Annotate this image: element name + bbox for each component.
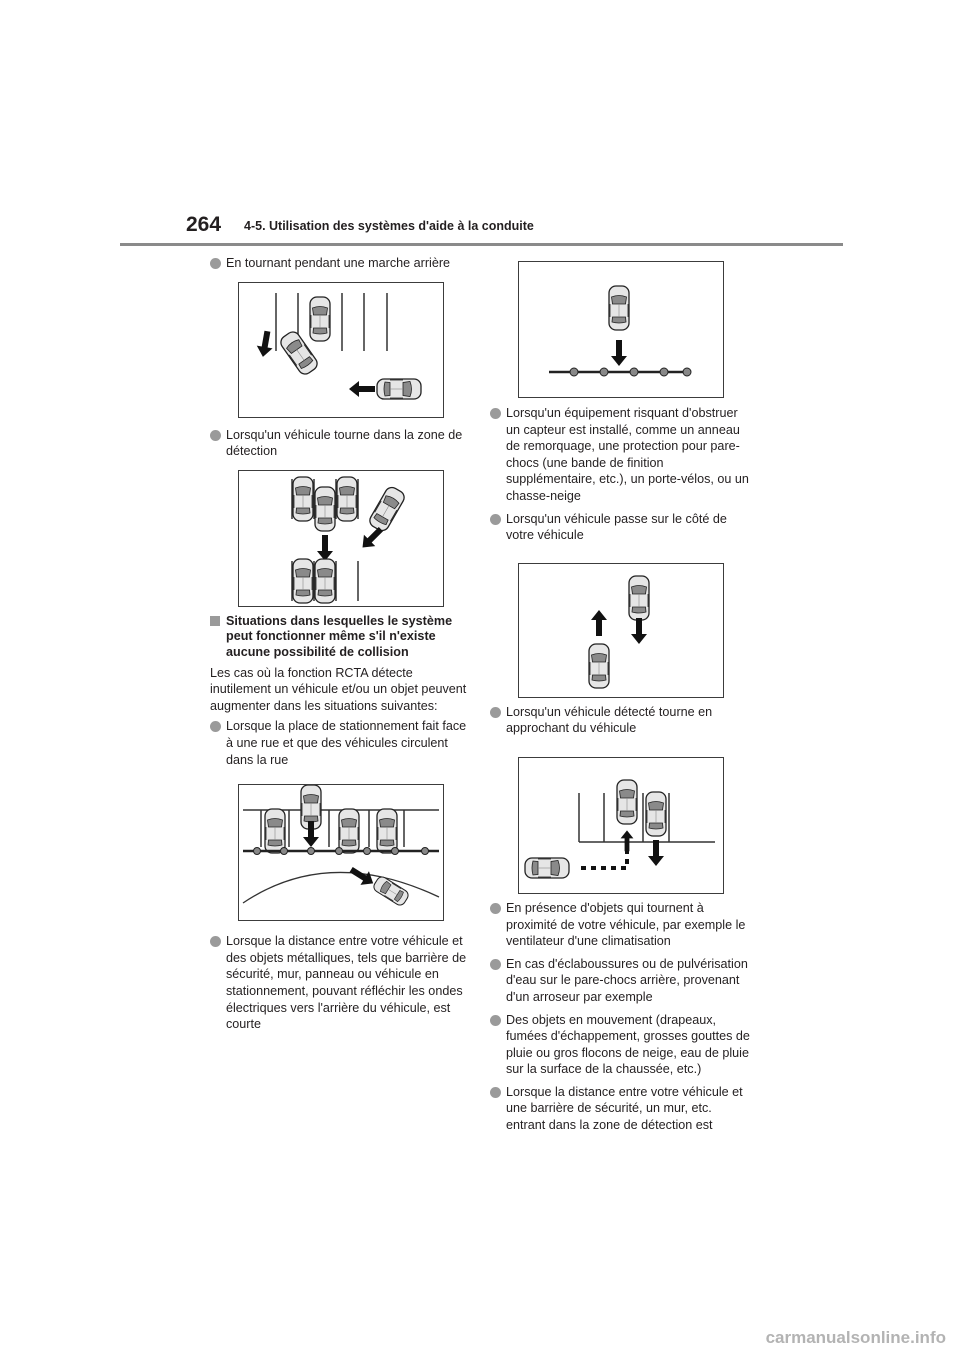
bullet-text: Lorsqu'un véhicule détecté tourne en approchant du véhicule — [506, 704, 713, 736]
sensor-dot — [660, 368, 668, 376]
figure-passing-side — [518, 563, 724, 698]
figure-equipment — [518, 261, 724, 398]
car-icon — [339, 809, 359, 853]
bullet-dot-icon — [210, 936, 221, 947]
intro-paragraph: Les cas où la fonction RCTA détecte inutilement un véhicule et/ou un objet peuvent augmenter dans les situations suivantes: — [210, 665, 467, 713]
page-number: 264 — [186, 213, 222, 236]
sensor-dot — [630, 368, 638, 376]
arrow-icon — [349, 381, 375, 397]
bullet-moving-objects — [490, 1012, 752, 1078]
arrow-icon — [591, 610, 607, 636]
bullet-text: Des objets en mouvement (drapeaux, fumées d'échappement, grosses gouttes de pluie ou gros flocons de neige, eau de pluie sur la surface de la chaussée, etc.) — [506, 1012, 750, 1077]
car-icon — [293, 477, 313, 521]
bullet-dot-icon — [490, 1015, 501, 1026]
figure-turning-reverse — [238, 282, 444, 418]
bullet-text: Lorsqu'un véhicule passe sur le côté de votre véhicule — [506, 511, 727, 543]
car-icon — [646, 792, 666, 836]
car-icon — [315, 487, 335, 531]
bullet-water-splash — [490, 956, 752, 1006]
bullet-equipment — [490, 405, 752, 505]
sensor-dot — [336, 848, 343, 855]
right-column — [490, 255, 752, 1134]
heading-text: Situations dans lesquelles le système peut fonctionner même s'il n'existe aucune possibilité de collision — [226, 613, 453, 659]
section-title: 4-5. Utilisation des systèmes d'aide à la conduite — [244, 219, 534, 233]
sensor-dot — [683, 368, 691, 376]
arrow-icon — [621, 830, 634, 851]
bullet-text: Lorsqu'un véhicule tourne dans la zone de détection — [226, 427, 463, 459]
bullet-text: En présence d'objets qui tournent à proximité de votre véhicule, par exemple le ventilateur d'une climatisation — [506, 900, 746, 949]
figure-facing-street — [238, 784, 444, 921]
car-icon — [377, 379, 421, 399]
car-icon — [337, 477, 357, 521]
figure-vehicle-turning — [238, 470, 444, 607]
bullet-dot-icon — [210, 430, 221, 441]
arrow-icon — [648, 840, 664, 866]
bullet-dot-icon — [490, 514, 501, 525]
bullet-detected-turning — [490, 704, 752, 737]
bullet-dot-icon — [490, 903, 501, 914]
sensor-dot — [422, 848, 429, 855]
sensor-dot — [570, 368, 578, 376]
sensor-dot — [392, 848, 399, 855]
car-icon — [377, 809, 397, 853]
bullet-dot-icon — [490, 959, 501, 970]
bullet-dot-icon — [210, 721, 221, 732]
car-icon — [265, 809, 285, 853]
car-icon — [525, 858, 569, 878]
arrow-icon — [255, 329, 275, 357]
bullet-text: En tournant pendant une marche arrière — [226, 256, 451, 270]
watermark: carmanualsonline.info — [765, 1328, 946, 1347]
car-icon — [310, 297, 330, 341]
arrow-icon — [347, 863, 378, 890]
bullet-vehicle-turning — [210, 427, 472, 460]
car-icon — [315, 559, 335, 603]
bullet-dot-icon — [490, 1087, 501, 1098]
arrow-icon — [631, 618, 647, 644]
bullet-text: Lorsque la distance entre votre véhicule et une barrière de sécurité, un mur, etc. entrant dans la zone de détection est — [506, 1084, 743, 1133]
left-column — [210, 255, 472, 1033]
car-icon — [293, 559, 313, 603]
sensor-dot — [600, 368, 608, 376]
bullet-text: Lorsque la place de stationnement fait face à une rue et que des véhicules circulent dans la rue — [226, 719, 467, 767]
sensor-dot — [281, 848, 288, 855]
sensor-dot — [364, 848, 371, 855]
figure-detected-turning — [518, 757, 724, 894]
bullet-text: Lorsque la distance entre votre véhicule et des objets métalliques, tels que barrière de sécurité, mur, panneau ou véhicule en stationnement, pouvant réfléchir les ondes électriques vers l'arrière du véhicule, est courte — [226, 934, 467, 1032]
car-icon — [629, 576, 649, 620]
car-icon — [367, 485, 406, 533]
heading-situations — [210, 614, 472, 661]
bullet-text: En cas d'éclaboussures ou de pulvérisation d'eau sur le pare-chocs arrière, provenant d'un arroseur par exemple — [506, 956, 748, 1004]
arrow-icon — [317, 535, 333, 561]
sensor-dot — [308, 848, 315, 855]
sensor-dot — [254, 848, 261, 855]
arrow-icon — [611, 340, 627, 366]
bullet-metal-objects — [210, 933, 472, 1033]
car-icon — [589, 644, 609, 688]
heading-square-icon — [210, 616, 220, 626]
header-divider — [120, 243, 843, 246]
bullet-dot-icon — [210, 258, 221, 269]
bullet-dot-icon — [490, 707, 501, 718]
bullet-rotating-objects — [490, 900, 752, 950]
bullet-passing-side — [490, 511, 752, 544]
bullet-text: Lorsqu'un équipement risquant d'obstruer un capteur est installé, comme un anneau de remorquage, une protection pour pare-chocs (une bande de finition supplémentaire, etc.), un porte-vélos, ou un chasse-neige — [506, 406, 749, 503]
bullet-barrier-distance — [490, 1084, 752, 1134]
bullet-turning-reverse — [210, 255, 472, 272]
car-icon — [617, 780, 637, 824]
car-icon — [609, 286, 629, 330]
bullet-facing-street — [210, 718, 472, 768]
bullet-dot-icon — [490, 408, 501, 419]
